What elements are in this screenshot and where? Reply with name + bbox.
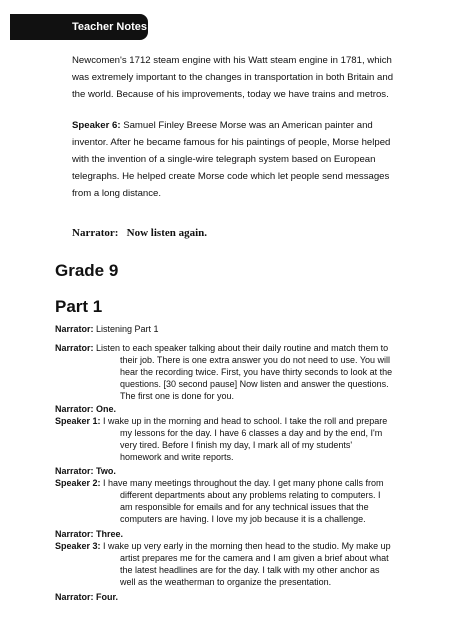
speaker-2: Speaker 2: I have many meetings throughout the day. I get many phone calls from different departments about any problems relating to computers. I am responsible for emails and for any technical issues that the computers are having. I love my job because it is a challenge. <box>55 478 384 524</box>
speaker-1: Speaker 1: I wake up in the morning and head to school. I take the roll and prepare my lessons for the day. I have 6 classes a day and by the end, I'm very tired. Before I finish my day, I mark all of my students' homework and write reports. <box>55 416 388 462</box>
narrator-three: Narrator: Three. <box>55 529 124 539</box>
narrator-two: Narrator: Two. <box>55 466 116 476</box>
grade-heading: Grade 9 <box>55 261 119 280</box>
narrator-part1: Narrator: Listening Part 1 <box>55 324 159 334</box>
narrator-four: Narrator: Four. <box>55 592 119 602</box>
narrator-listen-again: Narrator: Now listen again. <box>72 227 208 239</box>
intro-paragraph: Newcomen's 1712 steam engine with his Watt steam engine in 1781, which was extremely important to the changes in transportation in both Britain and the world. Because of his improvements, today we have trains and metros. <box>72 55 394 100</box>
part-heading: Part 1 <box>55 297 103 316</box>
teacher-notes-tab: Teacher Notes <box>10 14 148 40</box>
narrator-instructions: Narrator: Listen to each speaker talking about their daily routine and match them to their job. There is one extra answer you do not need to use. You will hear the recording twice. First, you have thirty seconds to look at the questions. [30 second pause] Now listen and answer the questions. The first one is done for you. <box>55 343 393 401</box>
speaker-6-label: Speaker 6: <box>72 120 121 131</box>
speaker-6-paragraph <box>72 117 402 202</box>
narrator-one: Narrator: One. <box>55 404 117 414</box>
speaker-6-text: Samuel Finley Breese Morse was an American painter and inventor. After he became famous for his paintings of people, Morse helped with the invention of a single-wire telegraph system based on European telegraphs. He helped create Morse code which let people send messages from a long distance. <box>72 120 391 199</box>
speaker-3: Speaker 3: I wake up very early in the morning then head to the studio. My make up artist prepares me for the camera and I am given a brief about what the latest headlines are for the day. I talk with my other anchor as well as the weatherman to organize the presentation. <box>55 541 391 587</box>
